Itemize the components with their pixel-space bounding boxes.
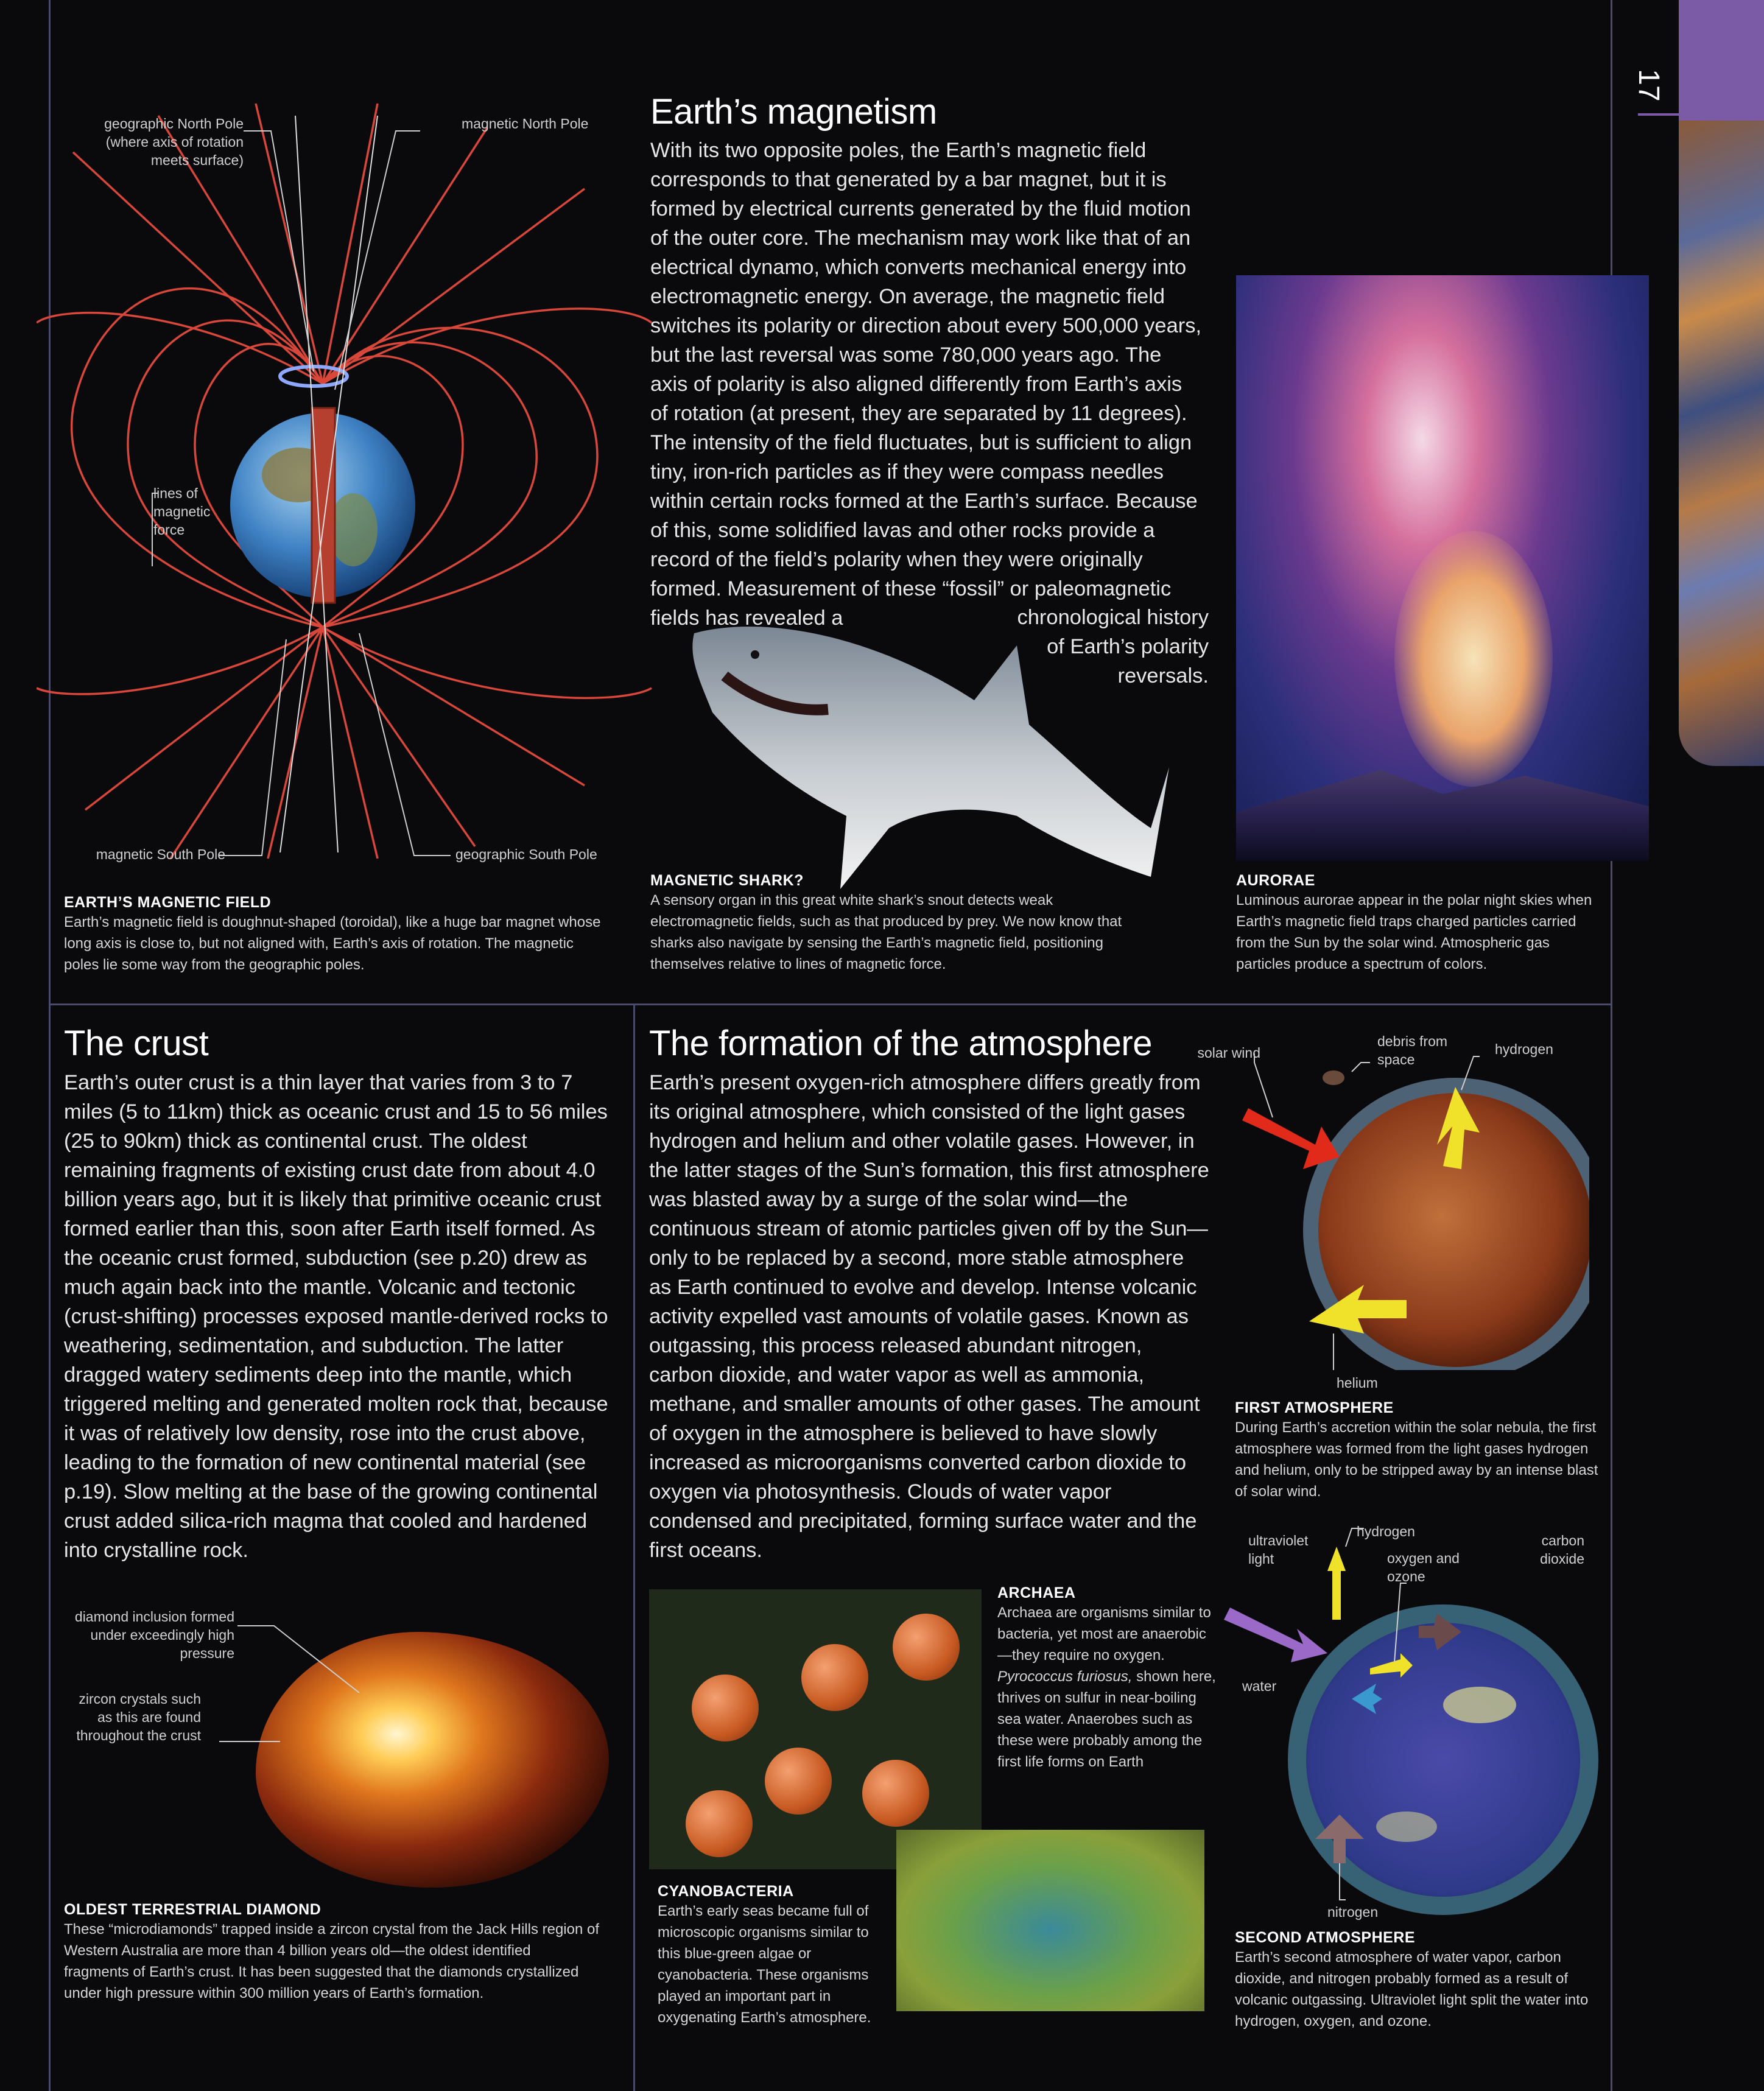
label-magnetic-north-pole: magnetic North Pole: [462, 116, 589, 132]
caption-title: SECOND ATMOSPHERE: [1235, 1929, 1416, 1946]
caption-text-start: Archaea are organisms similar to bacteria, yet most are anaerobic—they require no oxygen.: [997, 1604, 1211, 1664]
middle-divider: [49, 1003, 1612, 1005]
archaea-image: [649, 1589, 982, 1869]
label-oxygen-and-ozone: oxygen and ozone: [1387, 1550, 1460, 1584]
label-diamond-inclusion: diamond inclusion formed under exceedingly high pressure: [74, 1609, 234, 1661]
caption-text: Earth’s second atmosphere of water vapor, carbon dioxide, and nitrogen probably formed as a result of volcanic outgassing. Ultraviolet light split the water into hydrogen, oxygen, and ozone.: [1235, 1949, 1589, 2030]
first-atmosphere-illustration: [1212, 1029, 1589, 1370]
caption-first-atmosphere: [1235, 1399, 1600, 1502]
caption-title: AURORAE: [1236, 872, 1315, 889]
hydrogen-arrow: [1327, 1547, 1346, 1620]
caption-species-name: Pyrococcus furiosus,: [997, 1668, 1133, 1685]
label-ultraviolet-light: ultraviolet light: [1248, 1533, 1309, 1567]
caption-text: Luminous aurorae appear in the polar night skies when Earth’s magnetic field traps charged particles carried from the Sun by the solar wind. Atmospheric gas particles produce a spectrum of colors.: [1236, 892, 1592, 972]
bar-magnet: [312, 408, 335, 603]
caption-archaea: [997, 1584, 1217, 1773]
caption-text-end: shown here, thrives on sulfur in near-boiling sea water. Anaerobes such as these were probably among the first life forms on Earth: [997, 1668, 1216, 1770]
rock-texture-image: [1679, 121, 1764, 766]
page-number-rule: [1638, 113, 1679, 116]
caption-earths-magnetic-field: [64, 894, 612, 975]
label-lines-of-magnetic-force: lines of magnetic force: [153, 485, 211, 538]
caption-text: Earth’s magnetic field is doughnut-shaped (toroidal), like a huge bar magnet whose long axis is close to, but not aligned with, Earth’s axis of rotation. The magnetic poles lie some way from the geographic poles.: [64, 914, 601, 973]
caption-title: CYANOBACTERIA: [658, 1883, 794, 1900]
caption-text: A sensory organ in this great white shark’s snout detects weak electromagnetic fields, such as that produced by prey. We now know that sharks also navigate by sensing the Earth’s magnetic field, positioning themselves relative to lines of magnetic force.: [650, 892, 1122, 972]
caption-title: OLDEST TERRESTRIAL DIAMOND: [64, 1901, 322, 1918]
chapter-tab: [1679, 0, 1764, 121]
caption-title: FIRST ATMOSPHERE: [1235, 1399, 1394, 1416]
heading-earths-magnetism: Earth’s magnetism: [650, 92, 937, 132]
cyanobacteria-image: [896, 1830, 1204, 2011]
heading-the-crust: The crust: [64, 1024, 209, 1063]
caption-text: [997, 1602, 1217, 1773]
label-geographic-north-pole: geographic North Pole (where axis of rotation meets surface): [104, 116, 244, 168]
caption-title: EARTH’S MAGNETIC FIELD: [64, 894, 272, 911]
page-number: 17: [1632, 69, 1665, 102]
label-nitrogen: nitrogen: [1327, 1904, 1379, 1920]
crust-body-text: Earth’s outer crust is a thin layer that varies from 3 to 7 miles (5 to 11km) thick as oceanic crust and 15 to 56 miles (25 to 90km) thick as continental crust. The oldest remaining fragments of existing crust date from about 4.0 billion years ago, but it is likely that primitive oceanic crust formed earlier than this, soon after Earth itself formed. As the oceanic crust formed, subduction (see p.20) drew as much again back into the mantle. Volcanic and tectonic (crust-shifting) processes exposed mantle-derived rocks to weathering, sedimentation, and subduction. The latter dragged watery sediments deep into the mantle, which triggered melting and generated molten rock that, because it was of relatively low density, rose into the crust above, leading to the formation of new continental material (see p.19). Slow melting at the base of the growing continental crust added silica-rich magma that cooled and hardened into crystalline rock.: [64, 1071, 608, 1562]
label-zircon-crystals: zircon crystals such as this are found throughout the crust: [76, 1691, 201, 1743]
label-solar-wind: solar wind: [1197, 1045, 1260, 1061]
label-magnetic-south-pole: magnetic South Pole: [96, 846, 225, 862]
magnetism-body-tail: chronological history of Earth’s polarity reversals.: [1017, 606, 1209, 687]
aurora-wrap-float-2: [1204, 395, 1405, 608]
caption-magnetic-shark: [650, 872, 1137, 975]
magnetism-body: [650, 136, 1405, 633]
caption-text: These “microdiamonds” trapped inside a zircon crystal from the Jack Hills region of Western Australia are more than 4 billion years old—the oldest identified fragments of Earth’s crust. It has been suggested that the diamonds crystallized under high pressure within 300 million years of Earth’s formation.: [64, 1921, 600, 2001]
solar-wind-arrow: [1242, 1108, 1340, 1169]
label-hydrogen-first: hydrogen: [1495, 1041, 1553, 1057]
aurora-wrap-float: [1204, 255, 1405, 395]
caption-oldest-diamond: [64, 1901, 600, 2004]
heading-formation-of-atmosphere: The formation of the atmosphere: [649, 1024, 1152, 1063]
caption-aurorae: [1236, 872, 1601, 975]
caption-title: ARCHAEA: [997, 1584, 1076, 1601]
label-debris-from-space: debris from space: [1377, 1033, 1448, 1067]
atmosphere-body-text: Earth’s present oxygen-rich atmosphere differs greatly from its original atmosphere, which consisted of the light gases hydrogen and helium and other volatile gases. However, in the latter stages of the Sun’s formation, this first atmosphere was blasted away by a surge of the solar wind—the continuous stream of atomic particles given off by the Sun—only to be replaced by a second, more stable atmosphere as Earth continued to evolve and develop. Intense volcanic activity expelled vast amounts of volatile gases. Known as outgassing, this process released abundant nitrogen, carbon dioxide, and water vapor as well as ammonia, methane, and smaller amounts of other gases. The amount of oxygen in the atmosphere is believed to have slowly increased as microorganisms converted carbon dioxide to oxygen via photosynthesis. Clouds of water vapor condensed and precipitated, forming surface water and the first oceans.: [649, 1071, 1209, 1562]
caption-text: During Earth’s accretion within the solar nebula, the first atmosphere was formed from the light gases hydrogen and helium, only to be stripped away by an intense blast of solar wind.: [1235, 1419, 1598, 1500]
label-geographic-south-pole: geographic South Pole: [455, 846, 597, 862]
caption-title: MAGNETIC SHARK?: [650, 872, 804, 889]
magnetism-body-paragraph: With its two opposite poles, the Earth’s magnetic field corresponds to that generated by a bar magnet, but it is formed by electrical currents generated by the fluid motion of the outer core. The mechanism may work like that of an electrical dynamo, which converts mechanical energy into electromagnetic energy. On average, the magnetic field switches its polarity or direction about every 500,000 years, but the last reversal was some 780,000 years ago. The axis of polarity is also aligned differently from Earth’s axis of rotation (at present, they are separated by 11 degrees). The intensity of the field fluctuates, but is sufficient to align tiny, iron-rich particles as if they were compass needles within certain rocks formed at the Earth’s surface. Because of this, some solidified lavas and other rocks provide a record of the field’s polarity when they were originally formed. Measurement of these “fossil” or paleomagnetic fields has revealed a: [650, 139, 1202, 630]
diamond-leaders: [219, 1614, 390, 1748]
early-earth: [1306, 1623, 1580, 1897]
label-carbon-dioxide: carbon dioxide: [1540, 1533, 1584, 1567]
lower-column-rule: [633, 1005, 635, 2091]
caption-text: Earth’s early seas became full of microscopic organisms similar to this blue-green algae or cyanobacteria. These organisms played an important part in oxygenating Earth’s atmosphere.: [658, 1903, 871, 2026]
label-water: water: [1242, 1678, 1277, 1694]
uv-light-arrow: [1224, 1608, 1327, 1662]
caption-second-atmosphere: [1235, 1929, 1600, 2032]
shark-image: [688, 609, 1175, 895]
label-hydrogen-second: hydrogen: [1357, 1523, 1415, 1539]
caption-cyanobacteria: [658, 1883, 889, 2028]
magnetic-field-diagram: [37, 104, 664, 859]
label-helium: helium: [1337, 1375, 1378, 1391]
